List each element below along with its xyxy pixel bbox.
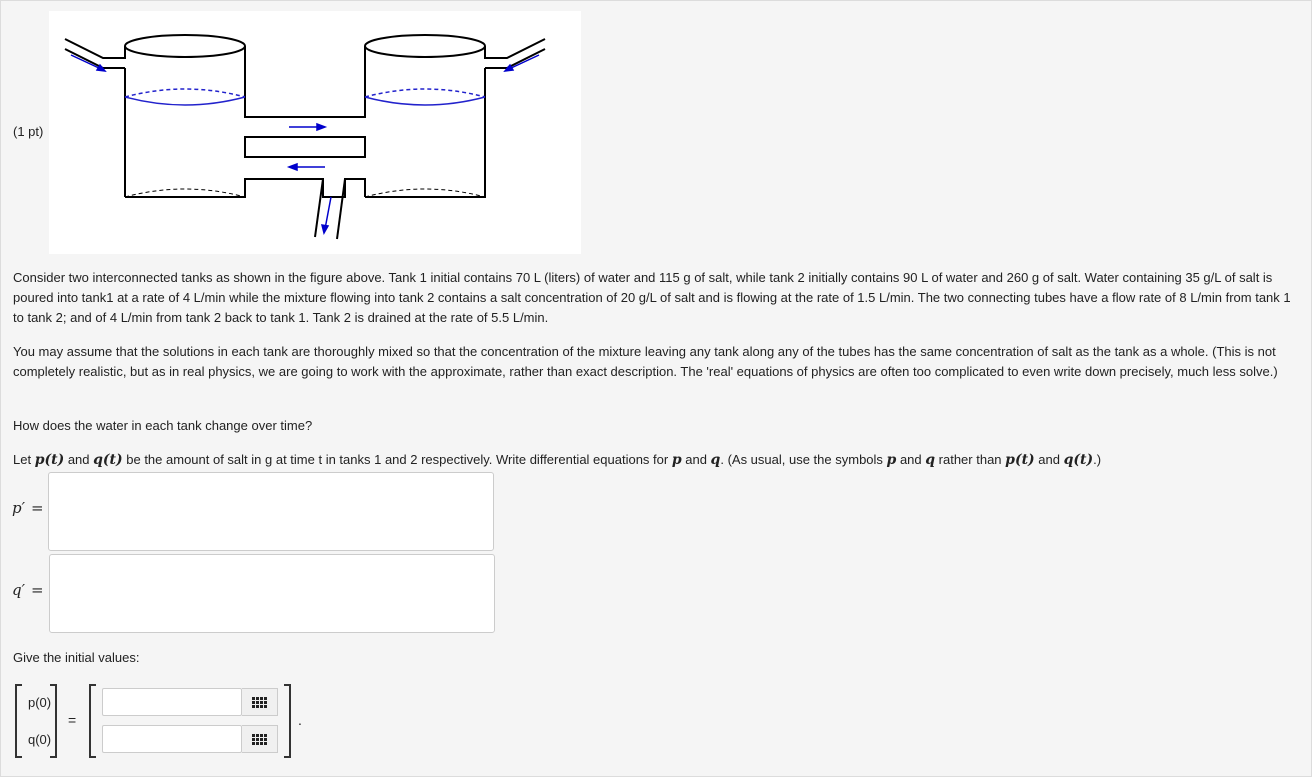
q2-math-3: p [671, 452, 682, 468]
p-prime-answer-box[interactable] [48, 472, 494, 551]
p-prime-symbol: p′ [12, 499, 26, 517]
tanks-figure [49, 11, 581, 254]
q2-text-5: . (As usual, use the symbols [720, 452, 887, 467]
tank1-top [125, 35, 245, 57]
p0-matrix-button[interactable] [242, 688, 278, 716]
q0-input[interactable] [102, 725, 242, 753]
q2-math-4: q [710, 452, 721, 468]
q2-text-8: and [1034, 452, 1064, 467]
q-prime-equals: = [31, 581, 44, 599]
question-salt [13, 450, 1305, 470]
question-water: How does the water in each tank change over time? [13, 418, 313, 433]
q-prime-label [12, 581, 44, 599]
q2-text-4: and [681, 452, 711, 467]
q2-text-6: and [896, 452, 926, 467]
grid-icon [252, 697, 267, 708]
tanks-diagram [49, 11, 581, 254]
right-vector-close-bracket [284, 684, 291, 758]
q0-matrix-button[interactable] [242, 725, 278, 753]
q2-math-2: q(t) [93, 452, 123, 468]
q2-math-7: p(t) [1005, 452, 1035, 468]
q2-math-1: p(t) [34, 452, 65, 468]
points-label: (1 pt) [13, 124, 44, 139]
q0-label: q(0) [28, 732, 52, 747]
left-vector-close-bracket [50, 684, 57, 758]
q-prime-answer-box[interactable] [49, 554, 495, 633]
vector-equals: = [68, 712, 77, 728]
q2-text-1: Let [13, 452, 35, 467]
problem-paragraph-1: Consider two interconnected tanks as shown in the figure above. Tank 1 initial contains 70 L (liters) of water and 115 g of salt, while tank 2 initially contains 90 L of water and 260 g of salt. Water containing 35 g/L of salt is poured into tank1 at a rate of 4 L/min while the mixture flowing into tank 2 contains a salt concentration of 20 g/L of salt and is flowing at the rate of 1.5 L/min. The two connecting tubes have a flow rate of 8 L/min from tank 1 to tank 2; and of 4 L/min from tank 2 back to tank 1. Tank 2 is drained at the rate of 5.5 L/min. [13, 270, 1291, 325]
right-vector-open-bracket [89, 684, 96, 758]
q2-math-8: q(t) [1063, 452, 1094, 468]
left-vector-open-bracket [15, 684, 22, 758]
vector-period: . [298, 712, 302, 728]
grid-icon [252, 734, 267, 745]
p-prime-label [12, 499, 44, 517]
p0-label: p(0) [28, 695, 52, 710]
connecting-tube [245, 137, 365, 157]
q2-text-9: .) [1093, 452, 1102, 467]
q2-math-6: q [925, 452, 936, 468]
p-prime-equals: = [31, 499, 44, 517]
q2-text-7: rather than [935, 452, 1006, 467]
q-prime-symbol: q′ [12, 581, 26, 599]
initial-values-prompt: Give the initial values: [13, 650, 140, 665]
q2-text-3: be the amount of salt in g at time t in tanks 1 and 2 respectively. Write differential equations for [122, 452, 672, 467]
p0-input[interactable] [102, 688, 242, 716]
problem-paragraph-2: You may assume that the solutions in each tank are thoroughly mixed so that the concentration of the mixture leaving any tank along any of the tubes has the same concentration of salt as the tank as a whole. (This is not completely realistic, but as in real physics, we are going to work with the approximate, rather than exact description. The 'real' equations of physics are often too complicated to even write down precisely, much less solve.) [13, 344, 1278, 379]
q2-text-2: and [64, 452, 94, 467]
tank2-top [365, 35, 485, 57]
q2-math-5: p [886, 452, 897, 468]
